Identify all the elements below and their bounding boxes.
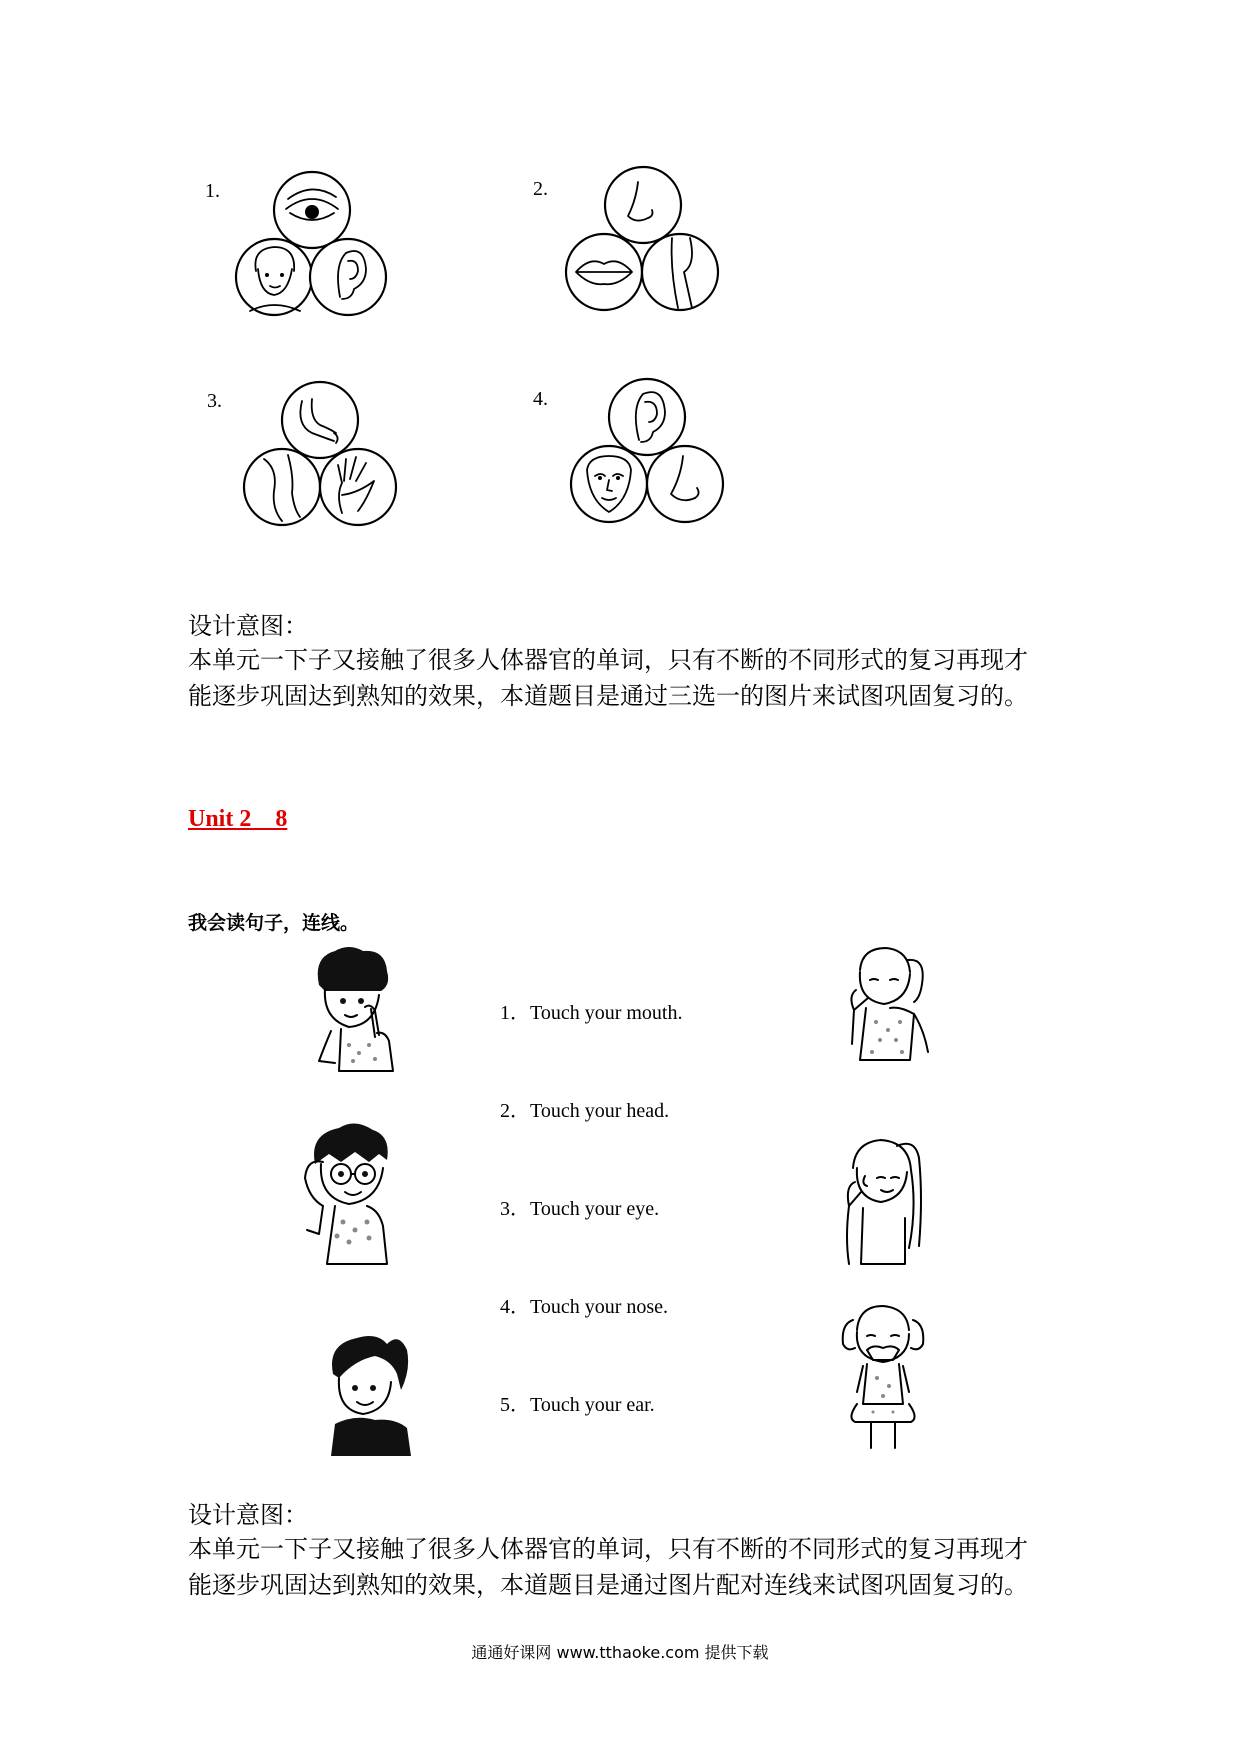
sentence-2: 2．Touch your head. — [500, 1100, 670, 1122]
leg-icon — [244, 449, 320, 525]
picture-group-4 — [565, 372, 735, 532]
ear-icon — [609, 379, 685, 455]
design-intent-2-text — [188, 1531, 1068, 1603]
design-intent-1-line-1: 本单元一下子又接触了很多人体器官的单词，只有不断的不同形式的复习再现才 — [188, 646, 1028, 674]
design-intent-2-line-2: 能逐步巩固达到熟知的效果，本道题目是通过图片配对连线来试图巩固复习的。 — [188, 1571, 1028, 1599]
group-4-number: 4. — [533, 388, 548, 410]
nose-icon — [605, 167, 681, 243]
girl-ponytail-icon — [315, 1330, 425, 1460]
nose-icon — [647, 446, 723, 522]
design-intent-1-line-2: 能逐步巩固达到熟知的效果，本道题目是通过三选一的图片来试图巩固复习的。 — [188, 682, 1028, 710]
design-intent-1-text — [188, 642, 1068, 714]
sentence-1: 1．Touch your mouth. — [500, 1002, 683, 1024]
picture-group-3 — [238, 375, 408, 535]
picture-group-2 — [560, 160, 730, 320]
boy-glasses-touching-head-icon — [295, 1118, 415, 1268]
eye-icon — [274, 172, 350, 248]
leg-icon — [642, 234, 718, 310]
girl-pigtails-covering-mouth-icon — [833, 1300, 933, 1450]
picture-group-1 — [230, 165, 410, 325]
design-intent-2-title: 设计意图： — [188, 1501, 308, 1529]
group-3-number: 3. — [207, 390, 222, 412]
hand-icon — [320, 449, 396, 525]
group-2-number: 2. — [533, 178, 548, 200]
ear-icon — [310, 239, 386, 315]
girl-ponytail-touching-mouth-icon — [830, 940, 940, 1070]
sentence-5: 5．Touch your ear. — [500, 1394, 655, 1416]
design-intent-2-line-1: 本单元一下子又接触了很多人体器官的单词，只有不断的不同形式的复习再现才 — [188, 1535, 1028, 1563]
sentence-3: 3．Touch your eye. — [500, 1198, 660, 1220]
girl-long-hair-touching-eye-icon — [825, 1128, 935, 1268]
sentence-4: 4．Touch your nose. — [500, 1296, 669, 1318]
page-footer: 通通好课网 www.tthaoke.com 提供下载 — [471, 1643, 769, 1662]
group-1-number: 1. — [205, 180, 220, 202]
design-intent-1-title: 设计意图： — [188, 612, 308, 640]
boy-curly-hair-touching-nose-icon — [305, 945, 415, 1075]
boy-face-icon — [236, 239, 312, 315]
arm-icon — [282, 382, 358, 458]
mouth-icon — [566, 234, 642, 310]
face-icon — [571, 446, 647, 522]
instruction: 我会读句子，连线。 — [188, 912, 360, 934]
unit-heading: Unit 2 8 — [188, 806, 288, 832]
